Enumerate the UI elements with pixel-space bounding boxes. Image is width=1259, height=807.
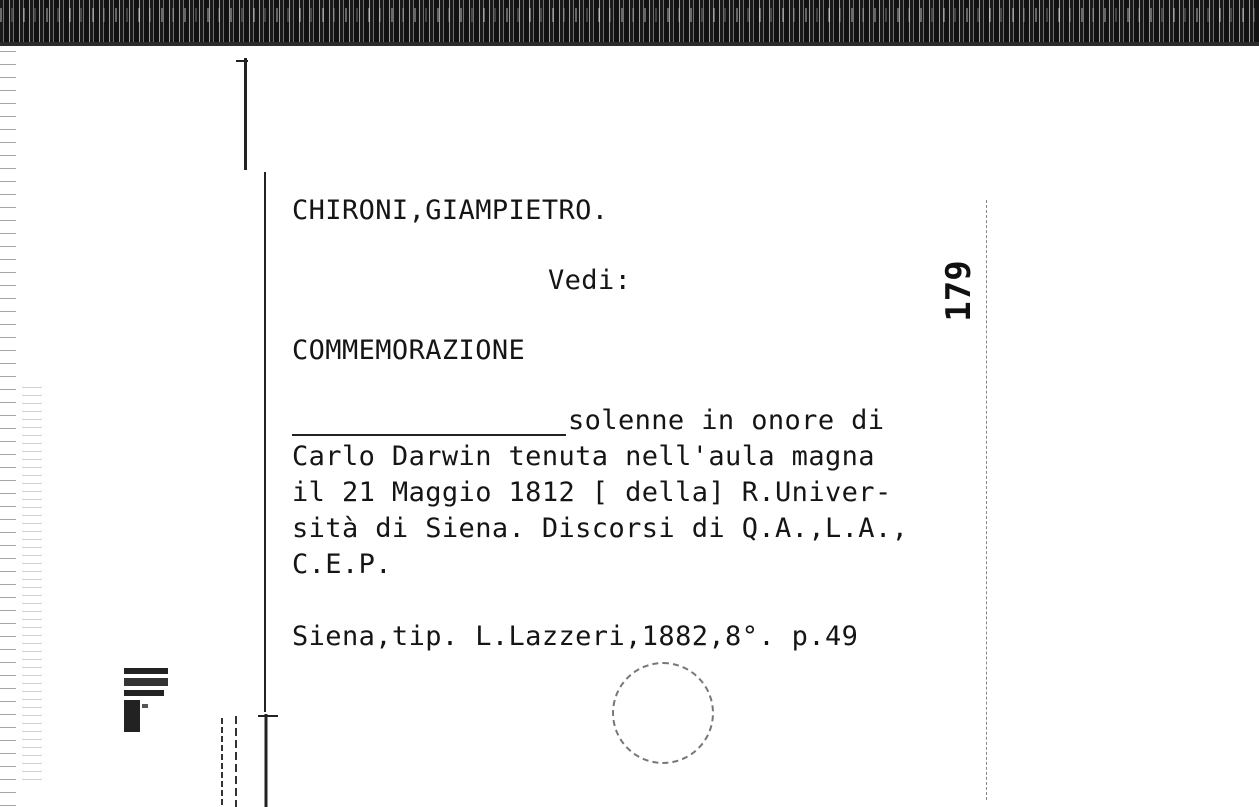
scan-top-band — [0, 0, 1259, 46]
scan-left-noise — [22, 380, 42, 780]
stamp-icon — [124, 668, 168, 732]
side-number: 179 — [939, 260, 979, 322]
subject-repeat-line — [292, 434, 566, 436]
card-imprint: Siena,tip. L.Lazzeri,1882,8°. p.49 — [292, 621, 859, 652]
card-margin-rule-tick — [236, 60, 248, 62]
scan-left-edge — [0, 46, 16, 807]
description-line-3: il 21 Maggio 1812 [ della] R.Univer- — [292, 477, 892, 508]
description-line-2: Carlo Darwin tenuta nell'aula magna — [292, 441, 875, 472]
card-margin-rule-main — [264, 172, 266, 712]
card-margin-rule-top — [244, 58, 247, 170]
description-line-1: solenne in onore di — [568, 405, 885, 436]
punch-hole-icon — [612, 662, 714, 764]
description-line-5: C.E.P. — [292, 549, 392, 580]
scan-top-edge — [0, 42, 1259, 46]
card-subject: COMMEMORAZIONE — [292, 335, 526, 366]
card-heading: CHIRONI,GIAMPIETRO. — [292, 195, 609, 226]
see-reference-label: Vedi: — [548, 265, 632, 296]
description-line-4: sità di Siena. Discorsi di Q.A.,L.A., — [292, 513, 909, 544]
bracket-mark — [212, 714, 280, 807]
